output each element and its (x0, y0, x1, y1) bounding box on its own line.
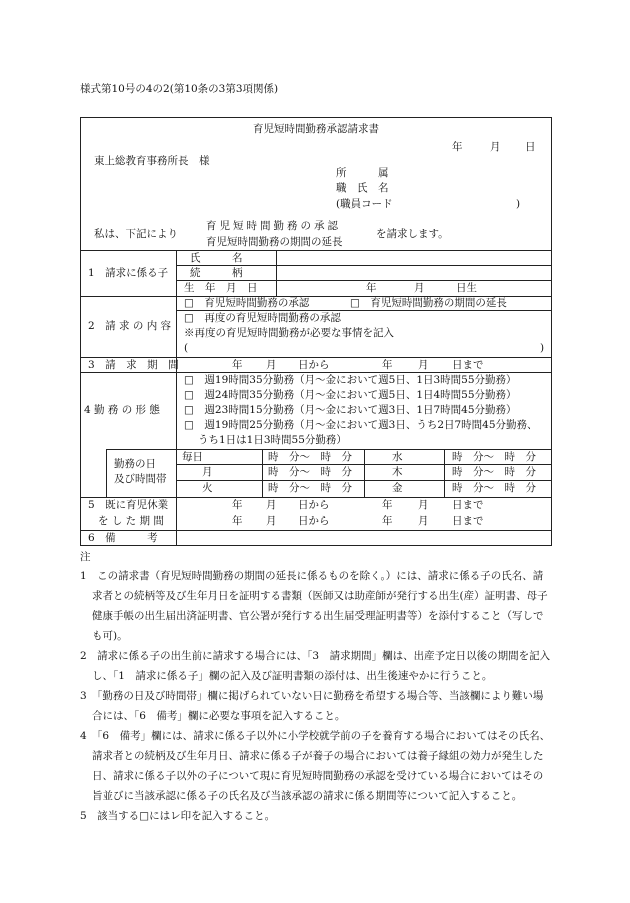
leave1-to-suffix: 日まで (452, 499, 484, 511)
child-name-label: 氏 名 (190, 252, 243, 264)
note-4: 4 「6 備考」欄には、請求に係る子以外に小学校就学前の子を養育する場合においてはその氏名、請求者との続柄及び生年月日、請求に係る子が養子の場合においては養子縁組の効力が発生した日、請求に係る子以外の子について現に育児短時間勤務の承認を受けている場合においてはその旨並びに当該承認に係る子の氏名及び当該承認の請求に係る期間等について記入すること。 (80, 730, 551, 802)
day-thu: 木 (392, 466, 403, 478)
time-fri: 時 分～ 時 分 (452, 482, 536, 494)
checkbox-reapproval[interactable]: □ 再度の育児短時間勤務の承認 (184, 312, 341, 324)
day-fri: 金 (392, 482, 403, 494)
birth-day: 日生 (456, 282, 477, 294)
period-from-year: 年 (232, 359, 243, 371)
request-option-approval: 育児短時間勤務の承認 (206, 220, 341, 232)
day-mon: 月 (202, 466, 213, 478)
workday-sub-label-2: 及び時間帯 (114, 473, 167, 485)
leave2-from-year: 年 (232, 515, 243, 527)
work-option-4-cont: うち1日は1日3時間55分勤務） (198, 434, 347, 446)
checkbox-approval[interactable]: □ 育児短時間勤務の承認 (184, 297, 310, 309)
section4-label: 4 勤 務 の 形 態 (84, 404, 160, 416)
reason-note: ※再度の育児短時間勤務が必要な事情を記入 (184, 327, 394, 339)
leave1-from-suffix: 日から (298, 499, 330, 511)
form-title: 育児短時間勤務承認請求書 (253, 123, 379, 135)
work-option-4[interactable]: □ 週19時間25分勤務（月～金において週3日、うち2日7時間45分勤務、 (184, 419, 538, 431)
leave2-to-suffix: 日まで (452, 515, 484, 527)
leave1-to-year: 年 (382, 499, 393, 511)
section1-label: 1 請求に係る子 (88, 267, 169, 279)
leave2-from-month: 月 (266, 515, 277, 527)
section6-label: 6 備 考 (88, 532, 158, 544)
note-1: 1 この請求書（育児短時間勤務の期間の延長に係るものを除く。）には、請求に係る子の氏名、請求者との続柄等及び生年月日を証明する書類（医師又は助産師が発行する出生(産）証明書、母子健康手帳の出生届出済証明書、官公署が発行する出生届受理証明書等）を添付すること（写しでも可)。 (80, 570, 548, 642)
time-mon: 時 分～ 時 分 (268, 466, 352, 478)
leave2-to-month: 月 (418, 515, 429, 527)
period-to-year: 年 (382, 359, 393, 371)
note-3: 3 「勤務の日及び時間帯」欄に掲げられていない日に勤務を希望する場合等、当該欄により難い場合には、「6 備考」欄に必要な事項を記入すること。 (80, 690, 544, 722)
leave1-from-year: 年 (232, 499, 243, 511)
request-lead: 私は、下記により (94, 228, 178, 240)
request-tail: を請求します。 (376, 228, 449, 240)
child-birth-label: 生 年 月 日 (184, 282, 258, 294)
leave2-from-suffix: 日から (298, 515, 330, 527)
notes-heading: 注 (80, 551, 91, 563)
leave1-to-month: 月 (418, 499, 429, 511)
notes-list (80, 566, 552, 826)
staff-code-label: (職員コード (336, 198, 393, 210)
date-month: 月 (490, 141, 501, 153)
day-wed: 水 (392, 451, 403, 463)
time-tue: 時 分～ 時 分 (268, 482, 352, 494)
period-to-suffix: 日まで (452, 359, 484, 371)
period-from-suffix: 日から (298, 359, 330, 371)
form-label: 様式第10号の4の2(第10条の3第3項関係) (80, 83, 279, 95)
time-thu: 時 分～ 時 分 (452, 466, 536, 478)
day-tue: 火 (202, 482, 213, 494)
reason-paren-close: ) (540, 342, 545, 354)
addressee: 東上総教育事務所長 様 (94, 155, 210, 167)
section2-label: 2 請 求 の 内 容 (88, 320, 172, 332)
section5-label-1: 5 既に育児休業 (88, 499, 169, 511)
child-relation-label: 続 柄 (190, 267, 243, 279)
period-to-month: 月 (418, 359, 429, 371)
reason-paren-open: ( (184, 342, 189, 354)
work-option-1[interactable]: □ 週19時間35分勤務（月～金において週5日、1日3時間55分勤務） (184, 374, 517, 386)
period-from-month: 月 (266, 359, 277, 371)
time-wed: 時 分～ 時 分 (452, 451, 536, 463)
staff-code-close: ) (516, 198, 521, 210)
affiliation-label: 所 属 (336, 167, 389, 179)
leave2-to-year: 年 (382, 515, 393, 527)
staff-name-label: 職 氏 名 (336, 182, 389, 194)
birth-month: 月 (414, 282, 425, 294)
time-every: 時 分～ 時 分 (268, 451, 352, 463)
day-every: 毎日 (182, 451, 203, 463)
note-2: 2 請求に係る子の出生前に請求する場合には、「3 請求期間」欄は、出産予定日以後の期間を記入し、「1 請求に係る子」欄の記入及び証明書類の添付は、出生後速やかに行うこと。 (80, 650, 551, 682)
date-year: 年 (452, 141, 463, 153)
workday-sub-label-1: 勤務の日 (114, 458, 156, 470)
work-option-2[interactable]: □ 週24時間35分勤務（月～金において週5日、1日4時間55分勤務） (184, 389, 517, 401)
checkbox-extension[interactable]: □ 育児短時間勤務の期間の延長 (350, 297, 507, 309)
birth-year: 年 (366, 282, 377, 294)
section5-label-2: を し た 期 間 (98, 515, 164, 527)
work-option-3[interactable]: □ 週23時間15分勤務（月～金において週3日、1日7時間45分勤務） (184, 404, 517, 416)
date-day: 日 (525, 141, 536, 153)
request-option-extension: 育児短時間勤務の期間の延長 (206, 236, 343, 248)
note-5: 5 該当する□にはレ印を記入すること。 (80, 810, 276, 822)
section3-label: 3 請 求 期 間 (88, 359, 179, 371)
leave1-from-month: 月 (266, 499, 277, 511)
